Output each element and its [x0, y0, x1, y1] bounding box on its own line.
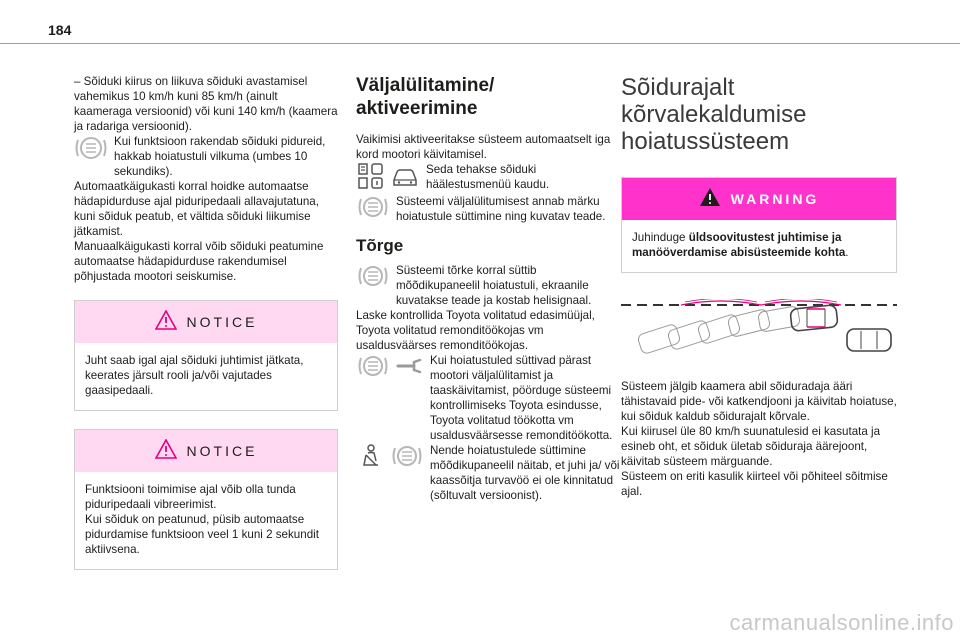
notice-body: Juht saab igal ajal sõiduki juhtimist jätkata, keerates järsult rooli ja/või vajutades gaasipedaali.	[85, 354, 304, 397]
paragraph: Süsteemi väljalülitumisest annab märku hoiatustule süttimine ning kuvatav teade.	[396, 195, 606, 223]
warning-triangle-icon	[155, 310, 177, 334]
warning-triangle-icon	[699, 187, 721, 211]
lane-warning-lamp-icon	[356, 194, 390, 224]
warning-box	[621, 177, 897, 273]
brake-warning-lamp-icon	[74, 134, 108, 166]
section-title: Sõidurajalt kõrvalekaldumise hoiatussüsteem	[621, 74, 807, 155]
notice-box	[74, 429, 338, 570]
page-number: 184	[48, 22, 72, 38]
paragraph: Süsteem jälgib kaamera abil sõiduradaja ääri tähistavaid pide- või katkendjooni ja käivitab hoiatuse, kui sõiduk kaldub sõidurajalt kõrvale.	[621, 380, 897, 423]
notice-text: Funktsiooni toimimise ajal võib olla tunda piduripedaali vibreerimist.	[85, 483, 296, 511]
column-2	[356, 74, 620, 503]
warning-text-end: .	[845, 246, 849, 259]
paragraph: Automaatkäigukasti korral hoidke automaatse hädapidurduse ajal piduripedaali allavajutatuna, kuni sõiduk peatub, et vältida sõiduki liikumise jätkamist.	[74, 180, 319, 238]
paragraph: Manuaalkäigukasti korral võib sõiduki peatumine automaatse hädapidurduse rakendumisel põhjustada mootori seiskumise.	[74, 240, 324, 283]
warning-body	[622, 220, 896, 272]
icon-paragraph	[356, 194, 620, 224]
notice-title: NOTICE	[186, 313, 258, 330]
icon-paragraph	[74, 134, 338, 179]
section-heading: Väljalülitamine/ aktiveerimine	[356, 75, 495, 119]
warning-text-bold: üldsoovitustest juhtimise ja manööverdamise abisüsteemide kohta	[632, 231, 846, 259]
icon-paragraph	[356, 162, 620, 194]
icon-paragraph	[356, 443, 620, 503]
warning-title: WARNING	[730, 190, 820, 207]
notice-title: NOTICE	[186, 442, 258, 459]
wrench-icon	[394, 353, 424, 383]
icon-paragraph	[356, 353, 620, 443]
warning-text: Juhinduge	[632, 231, 689, 244]
column-1	[74, 74, 338, 570]
notice-header	[75, 430, 337, 472]
warning-triangle-icon	[155, 439, 177, 463]
paragraph: Vaikimisi aktiveeritakse süsteem automaatselt iga kord mootori käivitamisel.	[356, 133, 611, 161]
warning-header	[622, 178, 896, 220]
lane-departure-illustration	[621, 299, 897, 361]
paragraph: Nende hoiatustulede süttimine mõõdikupaneelil näitab, et juhi ja/ või kaassõitja turvavöö ei ole kinnitatud (sõltuvalt versioonist).	[430, 444, 620, 502]
paragraph: Laske kontrollida Toyota volitatud edasimüüjal, Toyota volitatud remonditöökojas vm usaldusväärses remonditöökojas.	[356, 309, 595, 352]
lane-warning-lamp-icon	[390, 443, 424, 473]
paragraph: – Sõiduki kiirus on liikuva sõiduki avastamisel vahemikus 10 km/h kuni 85 km/h (ainult kaameraga versioonid) või kuni 140 km/h (kaamera ja radariga versioonid).	[74, 75, 338, 133]
settings-menu-icon	[356, 162, 386, 194]
lane-warning-lamp-icon	[356, 353, 390, 383]
paragraph: Süsteem on eriti kasulik kiirteel või põhiteel sõitmise ajal.	[621, 470, 888, 498]
brake-warning-lamp-icon	[356, 263, 390, 293]
header-divider	[0, 43, 960, 44]
notice-body	[75, 472, 337, 569]
notice-box	[74, 300, 338, 411]
car-icon	[390, 162, 420, 194]
icon-paragraph	[356, 263, 620, 308]
paragraph: Kui funktsioon rakendab sõiduki pidureid, hakkab hoiatustuli vilkuma (umbes 10 sekundiks).	[114, 135, 326, 178]
column-3	[621, 74, 897, 499]
paragraph: Seda tehakse sõiduki häälestusmenüü kaudu.	[426, 163, 550, 191]
subheading: Tõrge	[356, 236, 404, 255]
paragraph: Kui kiirusel üle 80 km/h suunatulesid ei kasutata ja esineb oht, et sõiduk ületab sõiduraja äärejoont, käivitab süsteem märguande.	[621, 425, 881, 468]
paragraph: Kui hoiatustuled süttivad pärast mootori väljalülitamist ja taaskäivitamist, pöörduge süsteemi kontrollimiseks Toyota esindusse, Toyota volitatud töökotta vm usaldusväärsesse remonditöökotta.	[430, 354, 613, 442]
watermark: carmanualsonline.info	[729, 610, 954, 635]
seatbelt-icon	[356, 443, 386, 475]
notice-text: Kui sõiduk on peatunud, püsib automaatse pidurdamise funktsioon veel 1 kuni 2 sekundit aktiivsena.	[85, 513, 319, 556]
paragraph: Süsteemi tõrke korral süttib mõõdikupaneelil hoiatustuli, ekraanile kuvatakse teade ja kostab helisignaal.	[396, 264, 592, 307]
notice-header	[75, 301, 337, 343]
